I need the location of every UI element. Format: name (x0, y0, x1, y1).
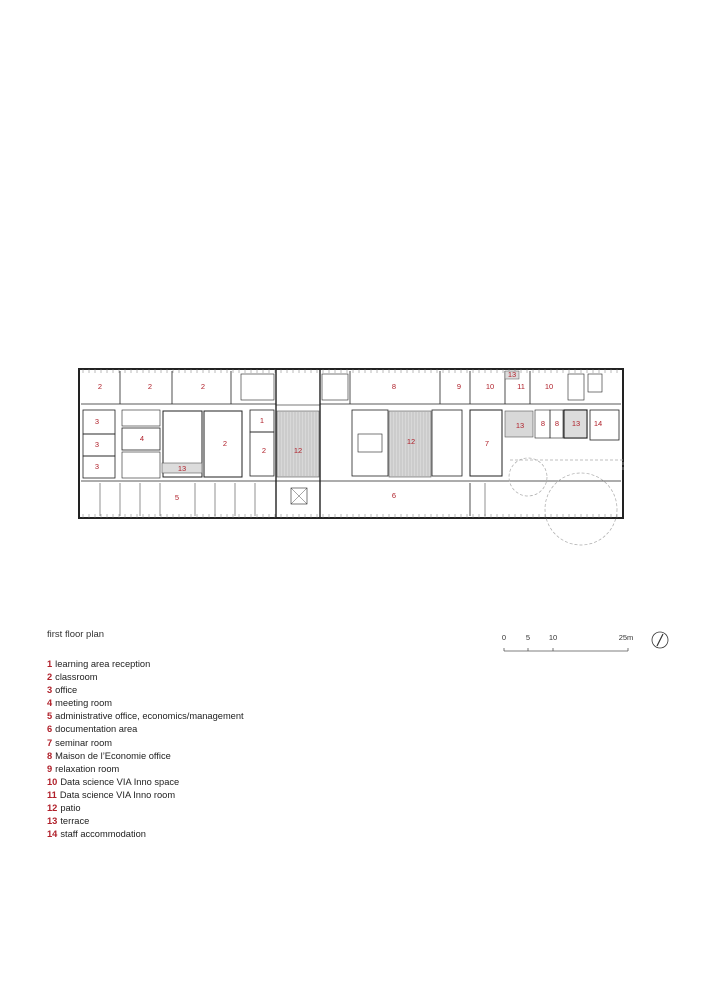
legend-label: staff accommodation (60, 829, 146, 840)
legend-item (47, 710, 244, 723)
plan-label: 3 (94, 462, 100, 471)
plan-label: 13 (515, 421, 525, 430)
legend-item (47, 789, 244, 802)
legend-number: 7 (47, 737, 53, 748)
legend (47, 658, 244, 841)
drawing-title: first floor plan (47, 629, 105, 640)
legend-number: 11 (47, 789, 57, 800)
legend-item (47, 828, 244, 841)
plan-label: 6 (391, 491, 397, 500)
plan-label: 13 (177, 464, 187, 473)
plan-label: 10 (544, 382, 554, 391)
plan-label: 13 (571, 419, 581, 428)
legend-number: 5 (47, 711, 53, 722)
plan-label: 11 (517, 382, 525, 391)
building-outline (79, 369, 623, 518)
plan-label: 8 (391, 382, 397, 391)
legend-item (47, 723, 244, 736)
legend-number: 10 (47, 776, 58, 787)
legend-number: 2 (47, 672, 53, 683)
legend-label: learning area reception (55, 659, 151, 669)
scale-bar (502, 633, 633, 651)
plan-label: 8 (554, 419, 560, 428)
legend-label: Data science VIA Inno space (60, 776, 180, 787)
plan-label: 1 (259, 416, 265, 425)
legend-item (47, 763, 244, 776)
plan-label: 3 (94, 440, 100, 449)
legend-label: Data science VIA Inno room (59, 789, 176, 800)
plan-label: 12 (406, 437, 416, 446)
legend-label: seminar room (55, 737, 113, 748)
scale-tick-label: 25m (618, 633, 634, 642)
legend-number: 12 (47, 803, 58, 814)
scale-tick-label: 5 (525, 633, 531, 642)
plan-label: 8 (540, 419, 546, 428)
legend-label: Maison de l’Economie office (55, 750, 171, 761)
plan-label: 12 (293, 446, 303, 455)
plan-label: 4 (139, 434, 145, 443)
plan-label: 2 (261, 446, 267, 455)
plan-label: 2 (200, 382, 206, 391)
legend-number: 9 (47, 763, 53, 774)
plan-label: 10 (485, 382, 495, 391)
legend-number: 1 (47, 659, 53, 669)
plan-label: 7 (484, 439, 490, 448)
legend-item (47, 684, 244, 697)
legend-number: 8 (47, 750, 53, 761)
legend-item (47, 802, 244, 815)
legend-item (47, 658, 244, 671)
plan-label: 2 (147, 382, 153, 391)
legend-number: 3 (47, 685, 53, 696)
legend-number: 13 (47, 816, 58, 827)
legend-label: office (55, 685, 78, 696)
legend-item (47, 815, 244, 828)
plan-label: 2 (97, 382, 103, 391)
plan-label: 5 (174, 493, 180, 502)
legend-label: administrative office, economics/management (55, 711, 244, 722)
legend-item (47, 750, 244, 763)
plan-label: 2 (222, 439, 228, 448)
plan-label: 14 (593, 419, 603, 428)
legend-item (47, 776, 244, 789)
legend-label: classroom (55, 672, 98, 683)
legend-number: 4 (47, 698, 53, 709)
plan-label: 9 (456, 382, 462, 391)
legend-label: meeting room (55, 698, 113, 709)
north-arrow-icon (652, 632, 668, 648)
scale-tick-label: 10 (548, 633, 558, 642)
legend-label: documentation area (55, 724, 138, 735)
legend-item (47, 697, 244, 710)
legend-item (47, 671, 244, 684)
legend-label: patio (60, 803, 81, 814)
plan-label: 13 (507, 370, 517, 379)
legend-label: relaxation room (55, 763, 120, 774)
legend-label: terrace (60, 816, 90, 827)
external-dashed-features (509, 458, 623, 545)
plan-label: 3 (94, 417, 100, 426)
legend-item (47, 737, 244, 750)
legend-number: 14 (47, 829, 58, 840)
legend-number: 6 (47, 724, 53, 735)
scale-tick-label: 0 (501, 633, 507, 642)
